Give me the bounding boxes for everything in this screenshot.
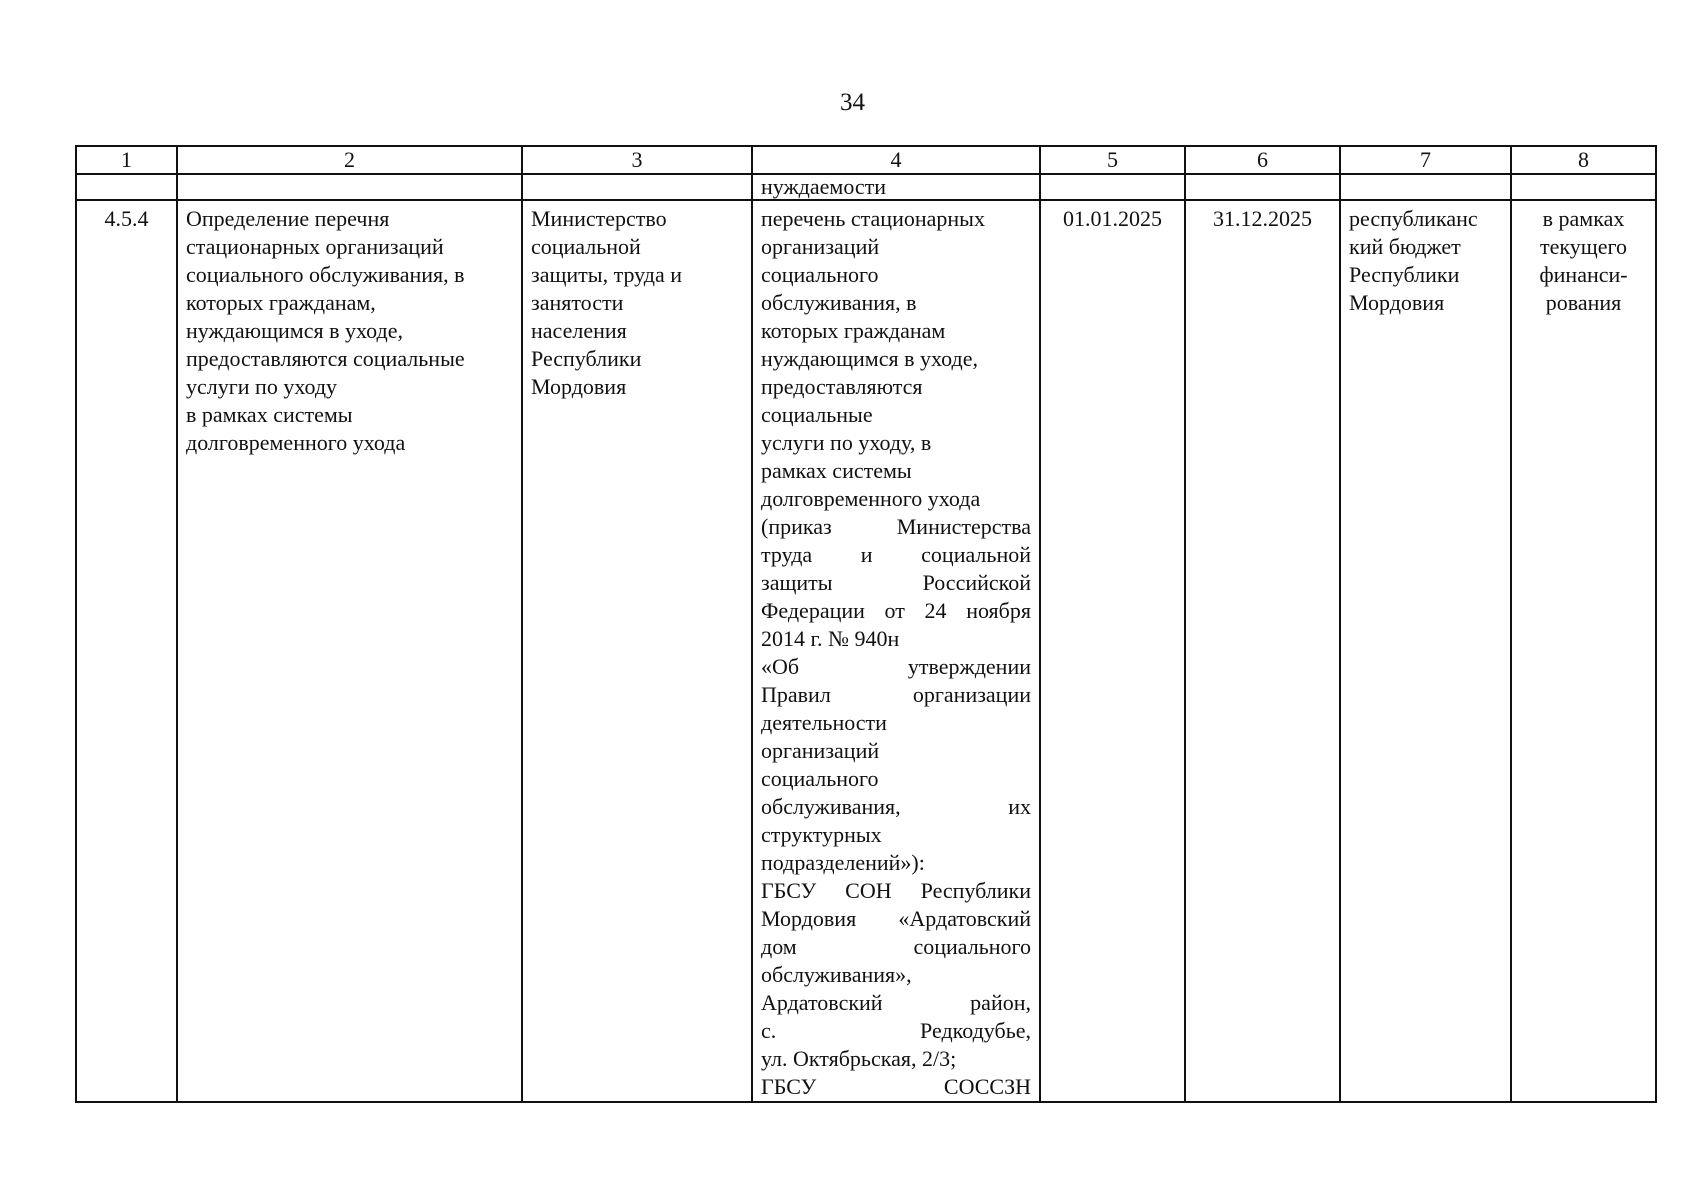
continuation-cell — [177, 174, 522, 200]
executor-line: социальной — [531, 234, 641, 259]
column-number: 4 — [752, 146, 1040, 174]
result-line: 2014 г. № 940н — [761, 626, 900, 651]
result-line: с. Редкодубье, — [761, 1018, 1031, 1043]
executor-line: населения — [531, 318, 627, 343]
column-number: 1 — [76, 146, 177, 174]
continuation-row — [76, 174, 1656, 200]
result-line: услуги по уходу, в — [761, 430, 932, 455]
result-line: обслуживания», — [761, 962, 912, 987]
result-line: «Об утверждении — [761, 654, 1031, 679]
measure-name-line: предоставляются социальные — [186, 346, 465, 371]
column-number: 7 — [1340, 146, 1511, 174]
executor-line: защиты, труда и — [531, 262, 683, 287]
result-line: (приказ Министерства — [761, 514, 1031, 539]
measure-name-line: долговременного ухода — [186, 430, 406, 455]
column-number: 8 — [1511, 146, 1656, 174]
result-line: обслуживания, их — [761, 794, 1031, 819]
result-line: которых гражданам — [761, 318, 946, 343]
column-number: 6 — [1185, 146, 1340, 174]
result-line: обслуживания, в — [761, 290, 917, 315]
result-line: социальные — [761, 402, 873, 427]
continuation-cell — [522, 174, 752, 200]
page-number: 34 — [840, 89, 865, 116]
result-line: ГБСУ СОССЗН — [761, 1074, 1031, 1099]
measure-name — [177, 200, 522, 1102]
executor-line: Республики — [531, 346, 642, 371]
result-line: Мордовия «Ардатовский — [761, 906, 1031, 931]
column-number: 2 — [177, 146, 522, 174]
result-line: организаций — [761, 738, 880, 763]
result-line: труда и социальной — [761, 542, 1031, 567]
column-number-row — [76, 146, 1656, 174]
measure-result — [752, 200, 1040, 1102]
result-line: организаций — [761, 234, 880, 259]
result-line: перечень стационарных — [761, 206, 985, 231]
measure-number: 4.5.4 — [76, 200, 177, 1102]
funding-source-line: Мордовия — [1349, 290, 1445, 315]
executor-line: Министерство — [531, 206, 667, 231]
measure-name-line: услуги по уходу — [186, 374, 338, 399]
result-line: Ардатовский район, — [761, 990, 1031, 1015]
column-number: 5 — [1040, 146, 1185, 174]
end-date: 31.12.2025 — [1185, 200, 1340, 1102]
executor-line: Мордовия — [531, 374, 627, 399]
result-line: нуждающимся в уходе, — [761, 346, 978, 371]
continuation-cell — [1185, 174, 1340, 200]
result-line: ГБСУ СОН Республики — [761, 878, 1031, 903]
start-date: 01.01.2025 — [1040, 200, 1185, 1102]
result-line: подразделений»): — [761, 850, 925, 875]
column-number: 3 — [522, 146, 752, 174]
result-line: социального — [761, 262, 879, 287]
result-line: защиты Российской — [761, 570, 1031, 595]
measure-name-line: социального обслуживания, в — [186, 262, 465, 287]
continuation-cell — [1511, 174, 1656, 200]
measure-name-line: стационарных организаций — [186, 234, 444, 259]
measure-executor — [522, 200, 752, 1102]
measure-name-line: нуждающимся в уходе, — [186, 318, 403, 343]
result-line: рамках системы — [761, 458, 912, 483]
table-row — [76, 200, 1656, 1102]
result-line: дом социального — [761, 934, 1031, 959]
funding-volume — [1511, 200, 1656, 1102]
continuation-cell — [76, 174, 177, 200]
result-line: социального — [761, 766, 879, 791]
funding-source-line: республиканс — [1349, 206, 1478, 231]
result-line: деятельности — [761, 710, 887, 735]
measure-name-line: в рамках системы — [186, 402, 353, 427]
funding-volume-line: текущего — [1540, 234, 1627, 259]
result-line: Правил организации — [761, 682, 1031, 707]
result-line: ул. Октябрьская, 2/3; — [761, 1046, 957, 1071]
continuation-cell-result: нуждаемости — [752, 174, 1040, 200]
measures-table — [75, 145, 1657, 1103]
executor-line: занятости — [531, 290, 624, 315]
funding-volume-line: в рамках — [1542, 206, 1625, 231]
result-line: Федерации от 24 ноября — [761, 598, 1031, 623]
continuation-cell — [1040, 174, 1185, 200]
measure-name-line: которых гражданам, — [186, 290, 376, 315]
measure-name-line: Определение перечня — [186, 206, 390, 231]
funding-source-line: кий бюджет — [1349, 234, 1461, 259]
funding-source-line: Республики — [1349, 262, 1460, 287]
funding-volume-line: финанси- — [1539, 262, 1628, 287]
funding-source — [1340, 200, 1511, 1102]
result-line: структурных — [761, 822, 882, 847]
funding-volume-line: рования — [1545, 290, 1622, 315]
result-line: долговременного ухода — [761, 486, 981, 511]
result-line: предоставляются — [761, 374, 923, 399]
continuation-cell — [1340, 174, 1511, 200]
